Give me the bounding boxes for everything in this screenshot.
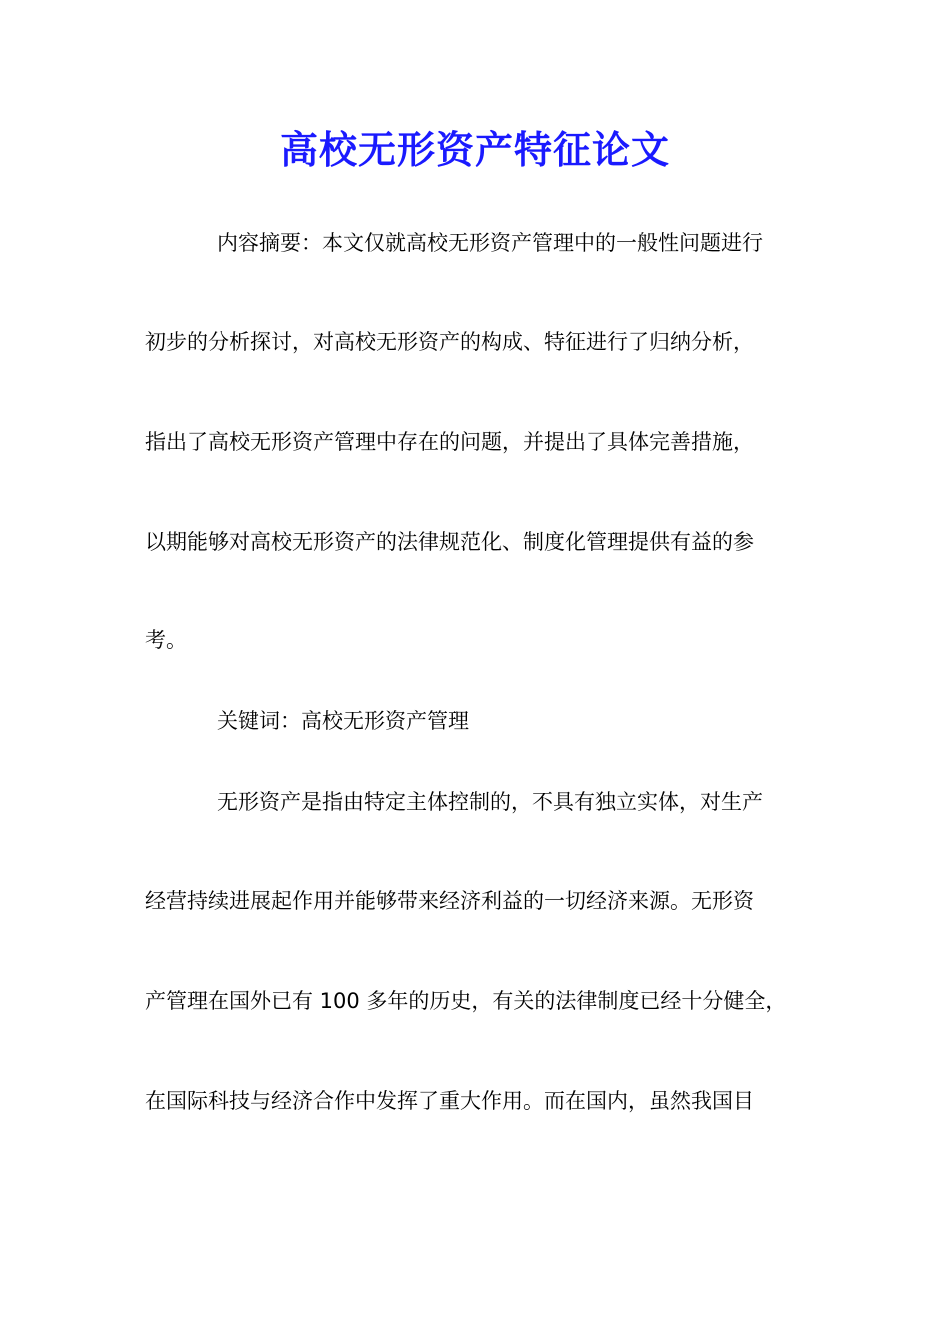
abstract-line-2: 初步的分析探讨，对高校无形资产的构成、特征进行了归纳分析， [145, 330, 754, 354]
body-line-3: 产管理在国外已有 100 多年的历史，有关的法律制度已经十分健全， [145, 989, 787, 1013]
body-line-1: 无形资产是指由特定主体控制的，不具有独立实体，对生产 [217, 790, 763, 814]
body-line-4: 在国际科技与经济合作中发挥了重大作用。而在国内，虽然我国目 [145, 1089, 754, 1113]
body-line-2: 经营持续进展起作用并能够带来经济利益的一切经济来源。无形资 [145, 889, 754, 913]
abstract-line-5: 考。 [145, 628, 187, 652]
abstract-line-1: 内容摘要：本文仅就高校无形资产管理中的一般性问题进行 [217, 231, 763, 255]
page-title: 高校无形资产特征论文 [279, 127, 670, 172]
abstract-line-3: 指出了高校无形资产管理中存在的问题，并提出了具体完善措施， [145, 430, 754, 454]
keywords-line: 关键词：高校无形资产管理 [217, 709, 469, 733]
abstract-line-4: 以期能够对高校无形资产的法律规范化、制度化管理提供有益的参 [145, 530, 754, 554]
